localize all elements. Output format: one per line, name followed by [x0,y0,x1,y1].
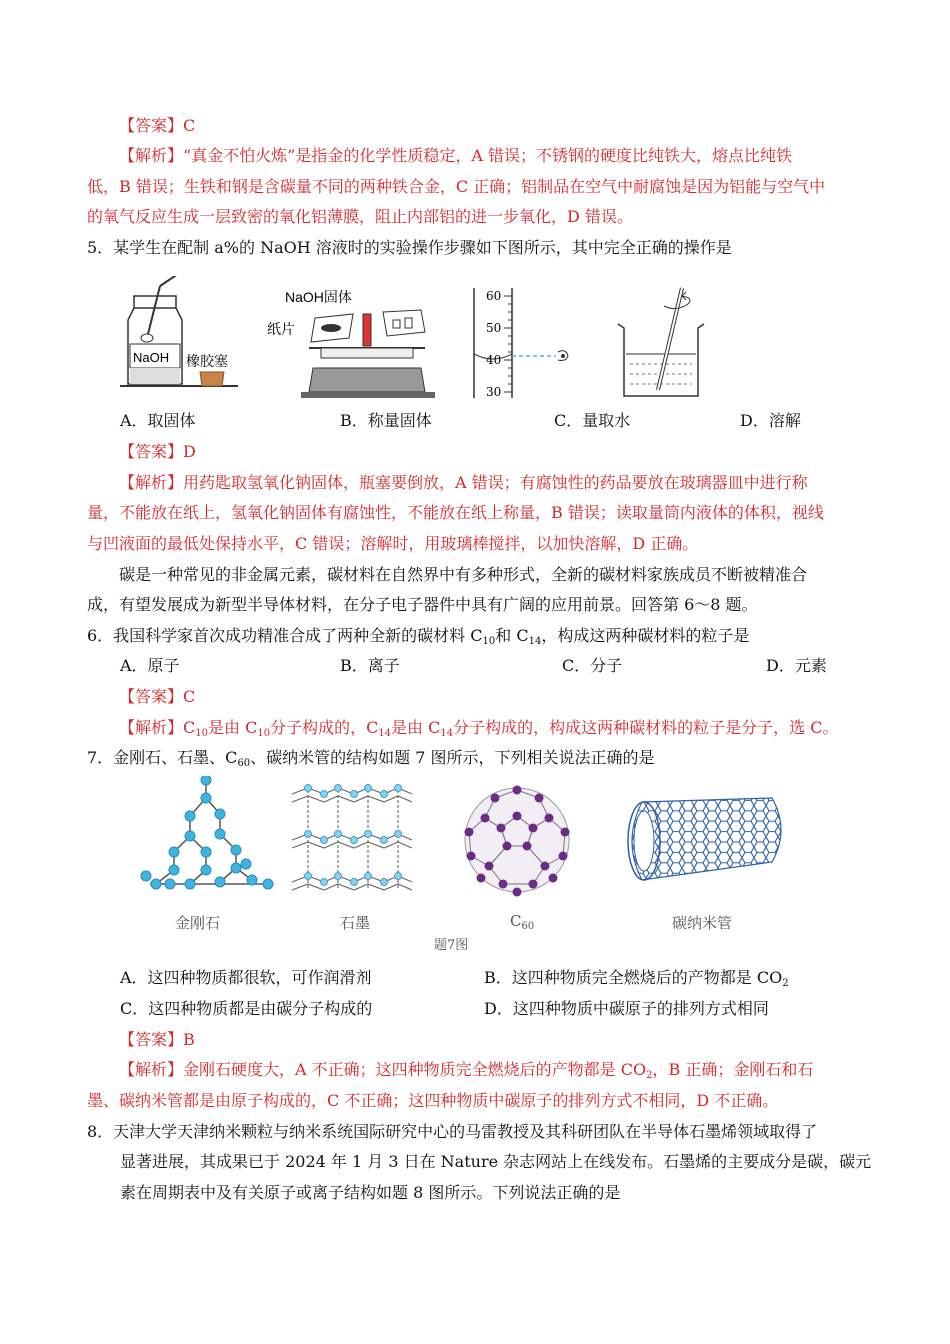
q6-analysis: 【解析】$C_{10}$是由 $C_{10}$分子构成的，$C_{14}$是由 $C_{14}$分子构成的，构成这两种碳材料的粒子是分子，选 C。 [119,718,839,739]
caption-nanotube: 碳纳米管 [672,914,733,932]
q5-option-d: D．溶解 [740,411,801,430]
q5-stem: 5．某学生在配制 a%的 NaOH 溶液时的实验操作步骤如下图所示，其中完全正确的操作是 [87,238,732,257]
q5-option-c: C．量取水 [554,411,631,430]
q6-stem: 6．我国科学家首次成功精准合成了两种全新的碳材料 $C_{10}$和 $C_{14}$，构成这两种碳材料的粒子是 [87,626,750,647]
figure-diamond [140,776,280,901]
caption-c60: $C_{60}$ [510,912,535,932]
q5-answer: 【答案】D [119,442,196,461]
figure-graphite [288,782,418,902]
cyl-tick-30: 30 [486,385,502,399]
label-stopper: 橡胶塞 [186,353,228,369]
q4-analysis-line2: 低，B 错误；生铁和钢是含碳量不同的两种铁合金，C 正确；铝制品在空气中耐腐蚀是因为铝能与空气中 [87,177,826,196]
cyl-tick-40: 40 [486,353,502,367]
q7-option-b: B．这四种物质完全燃烧后的产物都是 $CO_2$ [484,968,789,989]
q5-option-b: B．称量固体 [340,411,432,430]
q6-option-b: B．离子 [340,656,400,675]
label-paper: 纸片 [267,321,295,337]
q8-line1: 8．天津大学天津纳米颗粒与纳米系统国际研究中心的马雷教授及其科研团队在半导体石墨烯领域取得了 [87,1122,818,1141]
figure-measure-water [468,282,588,402]
q8-line3: 素在周期表中及有关原子或离子结构如题 8 图所示。下列说法正确的是 [120,1183,621,1202]
figure-dissolve [612,282,722,402]
q8-line2: 显著进展，其成果已于 2024 年 1 月 3 日在 Nature 杂志网站上在线发布。石墨烯的主要成分是碳，碳元 [120,1152,872,1171]
intro-line1: 碳是一种常见的非金属元素，碳材料在自然界中有多种形式，全新的碳材料家族成员不断被精准合 [119,565,808,584]
q7-option-d: D．这四种物质中碳原子的排列方式相同 [484,999,769,1018]
q5-analysis-line1: 【解析】用药匙取氢氧化钠固体，瓶塞要倒放，A 错误；有腐蚀性的药品要放在玻璃器皿中进行称 [119,473,808,492]
q5-option-a: A．取固体 [120,411,196,430]
caption-graphite: 石墨 [340,914,371,932]
q7-option-a: A．这四种物质都很软，可作润滑剂 [120,968,372,987]
figure-7-title: 题7图 [434,938,469,953]
q7-answer: 【答案】B [119,1030,195,1049]
q6-option-a: A．原子 [120,656,180,675]
q7-analysis-line2: 墨、碳纳米管都是由原子构成的，C 不正确；这四种物质中碳原子的排列方式不相同，D 不正确。 [87,1091,779,1110]
q7-option-c: C．这四种物质都是由碳分子构成的 [120,999,373,1018]
q5-analysis-line3: 与凹液面的最低处保持水平，C 错误；溶解时，用玻璃棒搅拌，以加快溶解，D 正确。 [87,534,699,553]
q5-analysis-line2: 量，不能放在纸上，氢氧化钠固体有腐蚀性，不能放在纸上称量，B 错误；读取量筒内液体的体积，视线 [87,503,824,522]
label-naoh-solid: NaOH固体 [285,289,352,305]
caption-diamond: 金刚石 [175,914,221,932]
figure-nanotube [622,790,792,890]
figure-c60 [455,780,585,905]
q4-answer: 【答案】C [119,116,196,135]
intro-line2: 成，有望发展成为新型半导体材料，在分子电子器件中具有广阔的应用前景。回答第 6～8 题。 [87,595,758,614]
q4-analysis-line3: 的氧气反应生成一层致密的氧化铝薄膜，阻止内部铝的进一步氧化，D 错误。 [87,207,633,226]
q6-option-d: D．元素 [766,656,827,675]
figure-weigh-solid [265,282,435,402]
q7-stem: 7．金刚石、石墨、$C_{60}$、碳纳米管的结构如题 7 图所示，下列相关说法正确的是 [87,748,655,769]
label-naoh: NaOH [133,350,170,365]
cyl-tick-50: 50 [486,321,502,335]
q6-answer: 【答案】C [119,687,196,706]
q6-option-c: C．分子 [562,656,623,675]
q7-analysis-line1: 【解析】金刚石硬度大，A 不正确；这四种物质完全燃烧后的产物都是 $CO_2$，B 正确；金刚石和石 [119,1060,814,1081]
cyl-tick-60: 60 [486,289,502,303]
q4-analysis-line1: 【解析】“真金不怕火炼”是指金的化学性质稳定，A 错误；不锈钢的硬度比纯铁大，熔点比纯铁 [119,146,793,165]
figure-take-solid [120,276,245,396]
